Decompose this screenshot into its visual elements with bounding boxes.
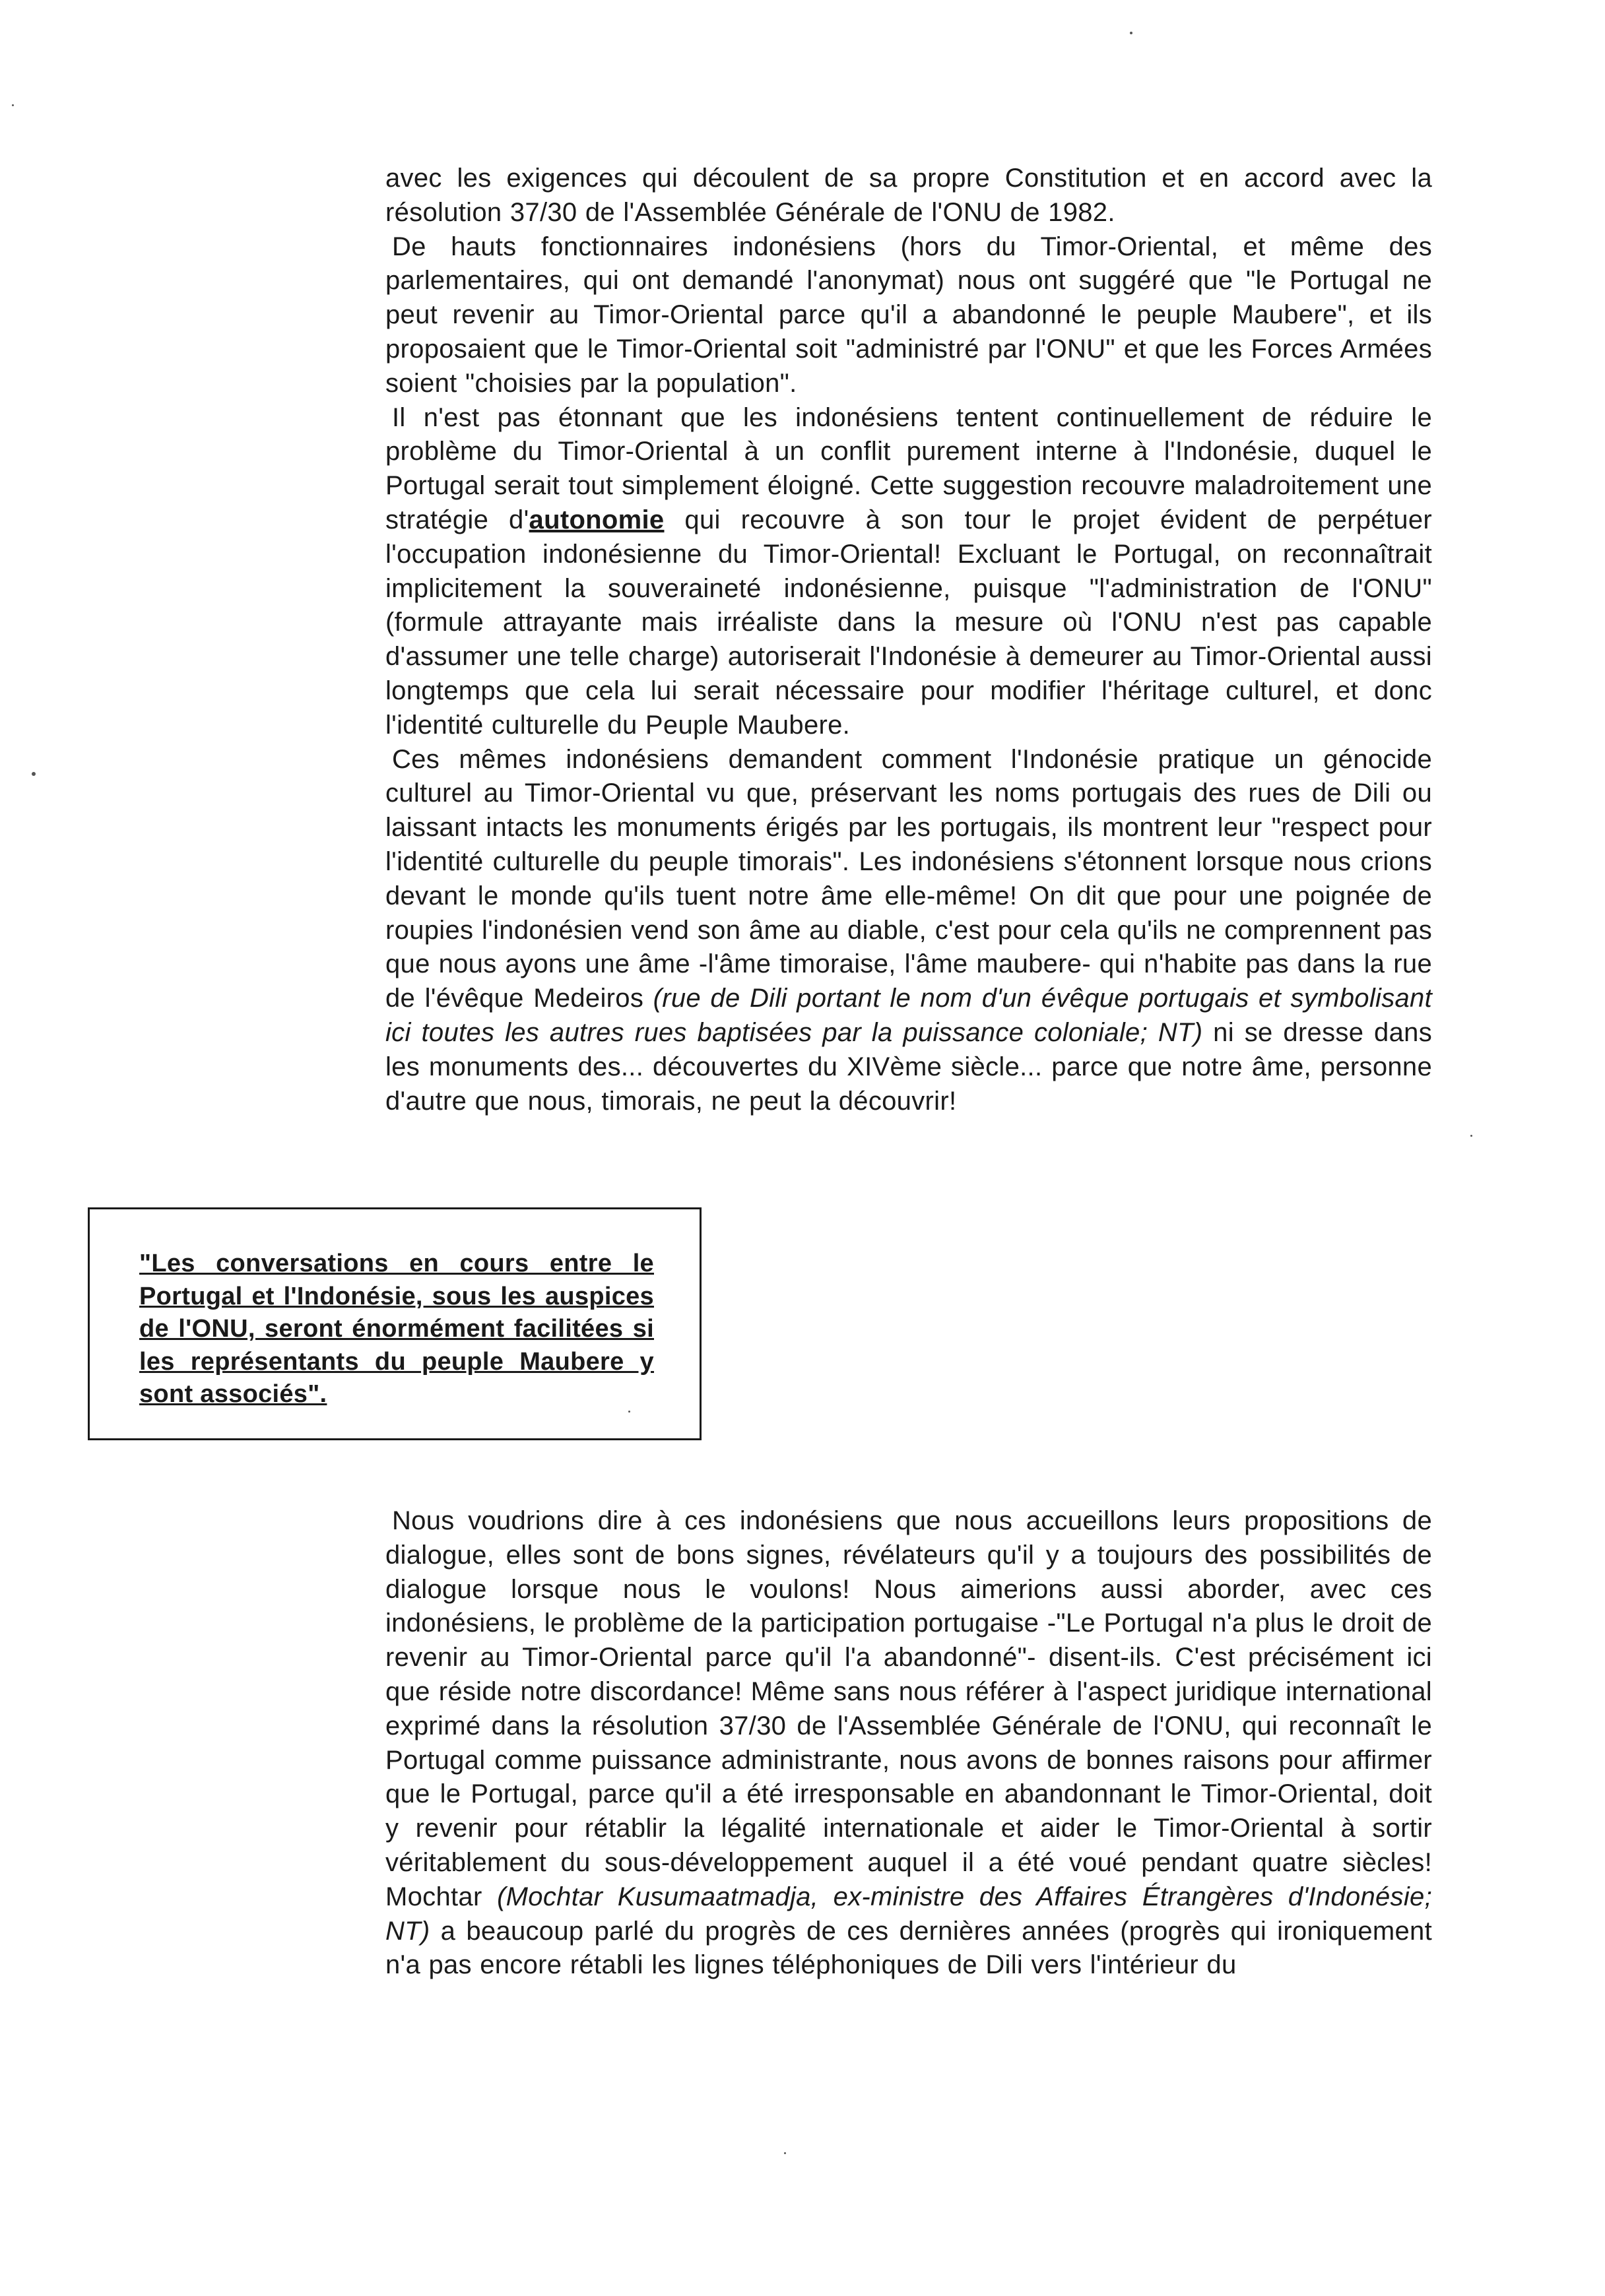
paragraph-autonomy-text-before: Il n'est pas étonnant que les indonésiens tentent continuellement de réduire le problème du Timor-Oriental à un conflit purement interne à l'Indonésie, duquel le Portugal serait tout simplement éloigné. Cette suggestion recouvre maladroitement une stratégie d' [385,402,1432,534]
scan-speck [628,1411,630,1413]
scan-speck [1470,1135,1472,1137]
paragraph-genocide-text-after: ni se dresse dans les monuments des... découvertes du XIVème siècle... parce que notre âme, personne d'autre que nous, timorais, ne peut la découvrir! [385,1017,1432,1116]
paragraph-dialogue-text-after: a beaucoup parlé du progrès de ces dernières années (progrès qui ironiquement n'a pas encore rétabli les lignes téléphoniques de Dili vers l'intérieur du [385,1916,1432,1980]
paragraph-constitution: avec les exigences qui découlent de sa propre Constitution et en accord avec la résolution 37/30 de l'Assemblée Générale de l'ONU de 1982. [385,164,1432,227]
pull-quote-text: "Les conversations en cours entre le Portugal et l'Indonésie, sous les auspices de l'ONU, seront énormément facilitées si les représentants du peuple Maubere y sont associés". [139,1250,654,1408]
translator-note-mochtar: (Mochtar Kusumaatmadja, ex-ministre des Affaires Étrangères d'Indonésie; NT) [385,1882,1432,1946]
paragraph-officials: De hauts fonctionnaires indonésiens (hors du Timor-Oriental, et même des parlementaires, qui ont demandé l'anonymat) nous ont suggéré que "le Portugal ne peut revenir au Timor-Oriental parce qu'il a abandonné le peuple Maubere", et ils proposaient que le Timor-Oriental soit "administré par l'ONU" et que les Forces Armées soient "choisies par la population". [385,232,1432,398]
pull-quote-box [88,1207,702,1440]
scan-speck [12,104,14,106]
keyword-autonomie: autonomie [529,505,665,534]
scan-speck [32,772,36,776]
paragraph-genocide-text-before: Ces mêmes indonésiens demandent comment l'Indonésie pratique un génocide culturel au Timor-Oriental vu que, préservant les noms portugais des rues de Dili ou laissant intacts les monuments érigés par les portugais, ils montrent leur "respect pour l'identité culturelle du peuple timorais". Les indonésiens s'étonnent lorsque nous crions devant le monde qu'ils tuent notre âme elle-même! On dit que pour une poignée de roupies l'indonésien vend son âme au diable, c'est pour cela qu'ils ne comprennent pas que nous ayons une âme -l'âme timoraise, l'âme maubere- qui n'habite pas dans la rue de l'évêque Medeiros [385,744,1432,1013]
paragraph-autonomy [385,401,1432,743]
scan-speck [784,2152,786,2154]
scan-speck [1130,32,1132,34]
paragraph-cultural-genocide [385,743,1432,1119]
translator-note-medeiros: (rue de Dili portant le nom d'un évêque portugais et symbolisant ici toutes les autres rues baptisées par la puissance coloniale; NT) [385,984,1432,1047]
bottom-text-section [385,1504,1432,1983]
paragraph-dialogue [385,1504,1432,1983]
top-text-section [385,162,1432,1118]
paragraph-autonomy-text-after: qui recouvre à son tour le projet évident de perpétuer l'occupation indonésienne du Timor-Oriental! Excluant le Portugal, on reconnaîtrait implicitement la souveraineté indonésienne, puisque "l'administration de l'ONU" (formule attrayante mais irréaliste dans la mesure où l'ONU n'est pas capable d'assumer une telle charge) autoriserait l'Indonésie à demeurer au Timor-Oriental aussi longtemps que cela lui serait nécessaire pour modifier l'héritage culturel, et donc l'identité culturelle du Peuple Maubere. [385,505,1432,740]
paragraph-dialogue-text-before: Nous voudrions dire à ces indonésiens que nous accueillons leurs propositions de dialogue, elles sont de bons signes, révélateurs qu'il y a toujours des possibilités de dialogue lorsque nous le voulons! Nous aimerions aussi aborder, avec ces indonésiens, le problème de la participation portugaise -"Le Portugal n'a plus le droit de revenir au Timor-Oriental parce qu'il l'a abandonné"- disent-ils. C'est précisément ici que réside notre discordance! Même sans nous référer à l'aspect juridique international exprimé dans la résolution 37/30 de l'Assemblée Générale de l'ONU, qui reconnaît le Portugal comme puissance administrante, nous avons de bonnes raisons pour affirmer que le Portugal, parce qu'il a été irresponsable en abandonnant le Timor-Oriental, doit y revenir pour rétablir la légalité internationale et aider le Timor-Oriental à sortir véritablement du sous-développement auquel il a été voué pendant quatre siècles! Mochtar [385,1506,1432,1911]
